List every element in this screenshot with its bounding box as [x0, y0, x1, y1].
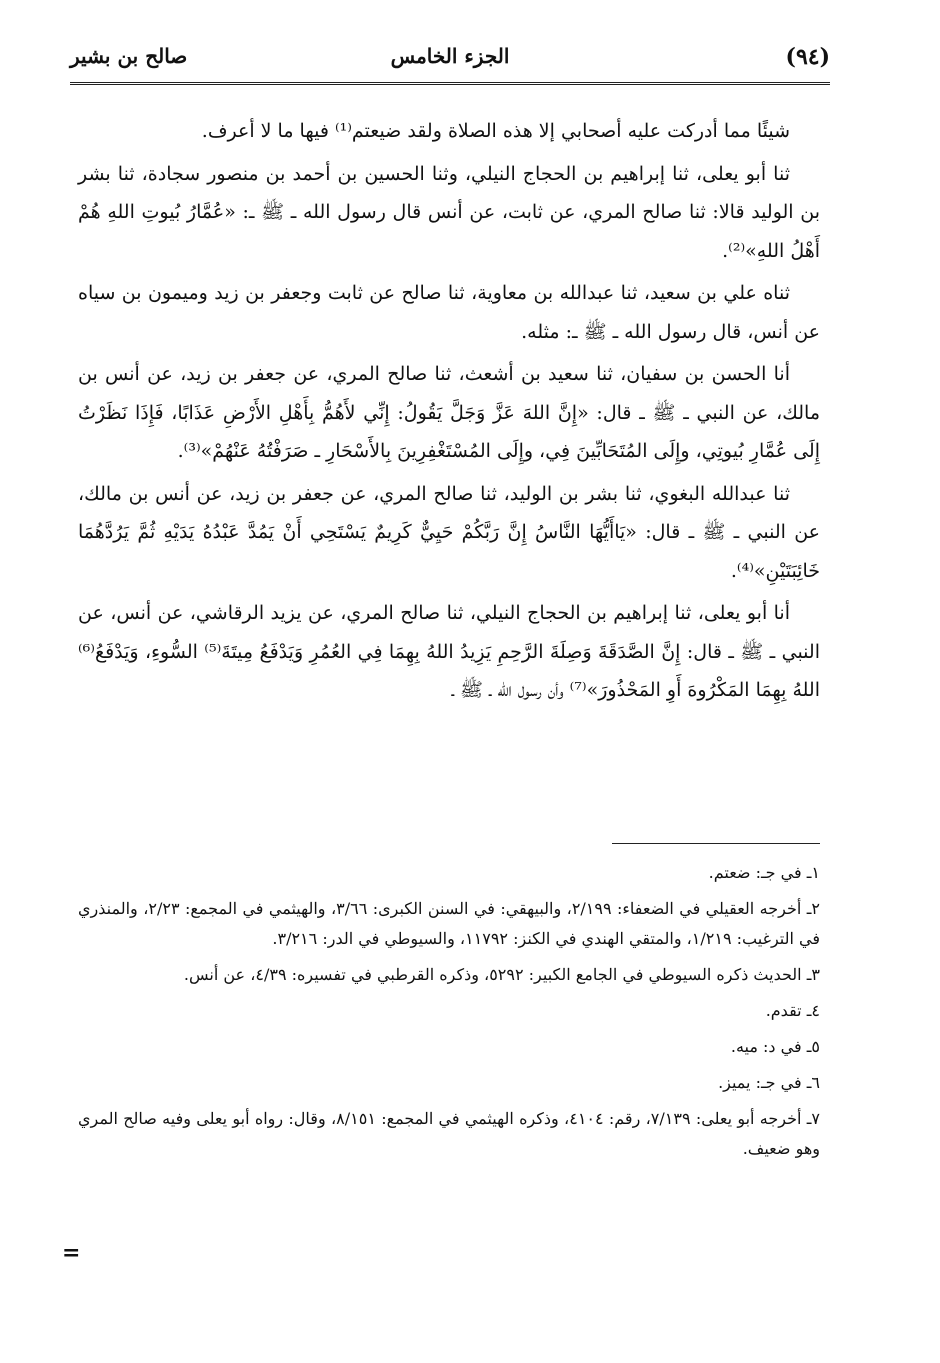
paragraph: ثنا عبدالله البغوي، ثنا بشر بن الوليد، ثنا صالح المري، عن جعفر بن زيد، عن أنس بن مالك، عن النبي ـ ﷺ ـ قال: «يَاأَيُّهَا النَّاسُ إِنَّ رَبَّكُمْ حَيِيٌّ كَرِيمٌ يَسْتَحِي أَنْ يَمُدَّ عَبْدُهُ يَدَيْهِ ثُمَّ يَرُدَّهُمَا خَائِبَتَيْنِ»⁽⁴⁾. — [78, 482, 820, 582]
margin-mark: = — [62, 1240, 81, 1266]
author-name: صالح بن بشير — [70, 44, 188, 68]
footnotes — [78, 858, 820, 1170]
footnote: ٦ـ في جـ: يميز. — [718, 1073, 820, 1092]
header-rule — [70, 82, 830, 85]
main-text — [78, 112, 820, 714]
paragraph: أنا الحسن بن سفيان، ثنا سعيد بن أشعث، ثنا صالح المري، عن جعفر بن زيد، عن أنس بن مالك، عن النبي ـ ﷺ ـ قال: «إِنَّ اللهَ عَزَّ وَجَلَّ يَقُولُ: إِنِّي لأَهُمُّ بِأَهْلِ الأَرْضِ عَذَابًا، فَإِذَا نَظَرْتُ إِلَى عُمَّارِ بُيوتِي، وإِلَى المُتَحَابِّينَ فِي، وإِلَى المُسْتَغْفِرِينَ بِالأَسْحَارِ ـ صَرَفْتُهُ عَنْهُمْ»⁽³⁾. — [78, 363, 820, 462]
footnote: ١ـ في جـ: ضعتم. — [708, 863, 820, 882]
footnote-divider — [612, 843, 820, 844]
part-title: الجزء الخامس — [390, 44, 510, 68]
paragraph: أنا أبو يعلى، ثنا إبراهيم بن الحجاج النيلي، ثنا صالح المري، عن يزيد الرقاشي، عن أنس، عن النبي ـ ﷺ ـ قال: إِنَّ الصَّدَقَةَ وَصِلَةَ الرَّحِمِ يَزِيدُ اللهُ بِهِمَا فِي العُمُرِ وَيَدْفَعُ مِيتَةَ⁽⁵⁾ السُّوءِ، وَيَدْفَعُ⁽⁶⁾ اللهُ بِهِمَا المَكْرُوهَ أَوِ المَحْذُورَ»⁽⁷⁾ وأن رسول الله ـ ﷺ ـ — [78, 602, 820, 701]
footnote: ٣ـ الحديث ذكره السيوطي في الجامع الكبير: ٥٢٩٢، وذكره القرطبي في تفسيره: ٤/٣٩، عن أنس. — [183, 965, 820, 984]
footnote: ٢ـ أخرجه العقيلي في الضعفاء: ٢/١٩٩، والبيهقي: في السنن الكبرى: ٣/٦٦، والهيثمي في المجمع: ٢/٢٣، والمنذري في الترغيب: ١/٢١٩، والمتقي الهندي في الكنز: ١١٧٩٢، والسيوطي في الدر: ٣/٢١٦. — [78, 899, 820, 948]
page-number: (٩٤) — [785, 44, 830, 70]
paragraph: ثناه علي بن سعيد، ثنا عبدالله بن معاوية، ثنا صالح عن ثابت وجعفر بن زيد وميمون بن سياه عن أنس، قال رسول الله ـ ﷺ ـ: مثله. — [78, 282, 820, 343]
footnote: ٤ـ تقدم. — [765, 1001, 820, 1020]
paragraph: ثنا أبو يعلى، ثنا إبراهيم بن الحجاج النيلي، وثنا الحسين بن أحمد بن منصور سجادة، ثنا بشر بن الوليد قالا: ثنا صالح المري، عن ثابت، عن أنس قال رسول الله ـ ﷺ ـ: «عُمَّارُ بُيوتِ اللهِ هُمْ أَهْلُ اللهِ»⁽²⁾. — [78, 162, 820, 262]
paragraph: شيئًا مما أدركت عليه أصحابي إلا هذه الصلاة ولقد ضيعتم⁽¹⁾ فيها ما لا أعرف. — [201, 120, 790, 142]
footnote: ٥ـ في د: ميه. — [730, 1037, 820, 1056]
page-header — [70, 40, 830, 80]
footnote: ٧ـ أخرجه أبو يعلى: ٧/١٣٩، رقم: ٤١٠٤، وذكره الهيثمي في المجمع: ٨/١٥١، وقال: رواه أبو يعلى وفيه صالح المري وهو ضعيف. — [78, 1109, 821, 1158]
